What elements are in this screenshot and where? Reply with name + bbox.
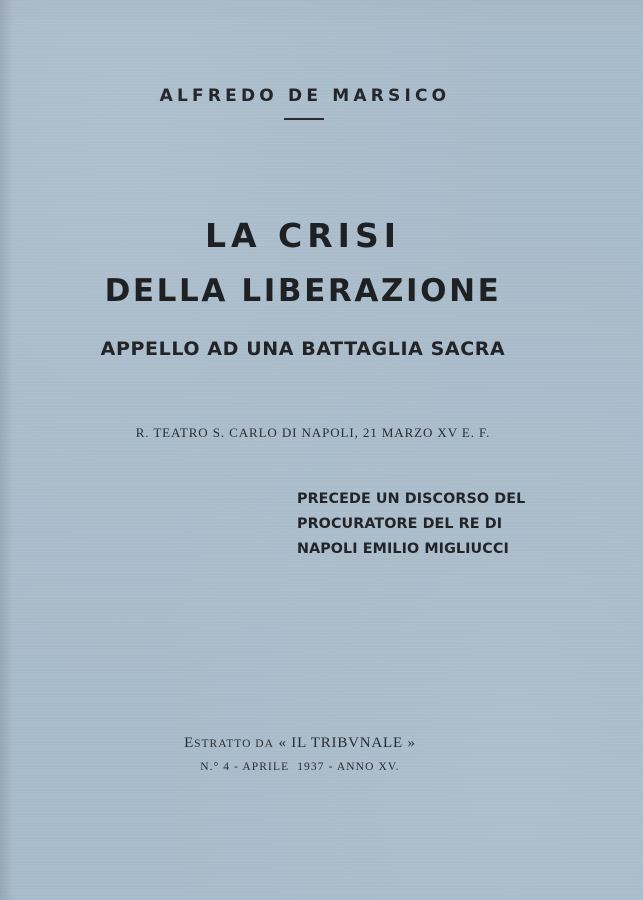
issue-year: 1937 — [297, 761, 325, 773]
venue-date-line: R. TEATRO S. CARLO DI NAPOLI, 21 MARZO XV E. F. — [135, 425, 491, 440]
issue-line — [0, 761, 600, 773]
extract-prefix-initial: E — [184, 735, 195, 751]
subtitle: APPELLO AD UNA BATTAGLIA SACRA — [100, 338, 506, 360]
issue-month: APRILE — [242, 761, 290, 773]
author-name: ALFREDO DE MARSICO — [159, 86, 451, 106]
preface-line: NAPOLI EMILIO MIGLIUCCI — [297, 541, 509, 557]
separator: - — [234, 761, 240, 773]
issue-anno: ANNO XV. — [336, 761, 400, 773]
title-line-1: LA CRISI — [204, 216, 401, 255]
extract-prefix-rest: STRATTO DA — [194, 738, 274, 750]
issue-number: N.° 4 — [200, 761, 231, 773]
separator: - — [328, 761, 334, 773]
preface-line: PROCURATORE DEL RE DI — [297, 516, 503, 532]
preface-note — [297, 487, 537, 562]
extract-source: « IL TRIBVNALE » — [278, 735, 416, 751]
extract-line — [0, 735, 600, 752]
preface-line: PRECEDE UN DISCORSO DEL — [297, 491, 526, 507]
decorative-rule — [284, 118, 324, 120]
title-line-2: DELLA LIBERAZIONE — [104, 273, 502, 309]
